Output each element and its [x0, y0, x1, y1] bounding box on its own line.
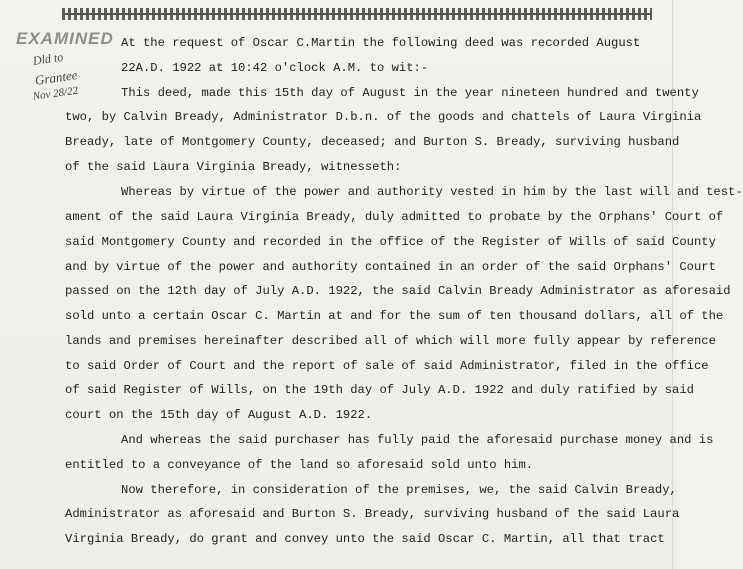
margin-note-2: Grantee [34, 67, 79, 88]
top-border [62, 8, 652, 20]
deed-line: passed on the 12th day of July A.D. 1922, the said Calvin Bready Administrator as aforesaid [65, 284, 731, 298]
deed-line: two, by Calvin Bready, Administrator D.b.n. of the goods and chattels of Laura Virginia [65, 110, 702, 124]
deed-line: sold unto a certain Oscar C. Martin at and for the sum of ten thousand dollars, all of the [65, 309, 724, 323]
deed-line: And whereas the said purchaser has fully paid the aforesaid purchase money and is [121, 433, 714, 447]
deed-line: Whereas by virtue of the power and authority vested in him by the last will and test- [121, 185, 743, 199]
deed-line: At the request of Oscar C.Martin the following deed was recorded August [121, 36, 641, 50]
deed-line: 22A.D. 1922 at 10:42 o'clock A.M. to wit:- [121, 61, 429, 75]
deed-line: ament of the said Laura Virginia Bready, duly admitted to probate by the Orphans' Court of [65, 210, 724, 224]
deed-line: of said Register of Wills, on the 19th day of July A.D. 1922 and duly ratified by said [65, 383, 694, 397]
deed-line: Now therefore, in consideration of the premises, we, the said Calvin Bready, [121, 483, 677, 497]
deed-line: and by virtue of the power and authority contained in an order of the said Orphans' Court [65, 260, 716, 274]
deed-line: said Montgomery County and recorded in the office of the Register of Wills of said County [65, 235, 716, 249]
examined-stamp: EXAMINED [16, 29, 114, 48]
deed-line: court on the 15th day of August A.D. 1922. [65, 408, 373, 422]
deed-line: Administrator as aforesaid and Burton S. Bready, surviving husband of the said Laura [65, 507, 680, 521]
deed-line: to said Order of Court and the report of sale of said Administrator, filed in the office [65, 359, 709, 373]
margin-note-3: Nov 28/22 [32, 84, 79, 103]
deed-line: entitled to a conveyance of the land so aforesaid sold unto him. [65, 458, 534, 472]
deed-line: Virginia Bready, do grant and convey unto the said Oscar C. Martin, all that tract [65, 532, 665, 546]
margin-note-1: Dld to [32, 49, 64, 68]
deed-line: Bready, late of Montgomery County, deceased; and Burton S. Bready, surviving husband [65, 135, 680, 149]
deed-line: of the said Laura Virginia Bready, witnesseth: [65, 160, 402, 174]
deed-line: lands and premises hereinafter described all of which will more fully appear by reference [65, 334, 716, 348]
deed-line: This deed, made this 15th day of August in the year nineteen hundred and twenty [121, 86, 699, 100]
